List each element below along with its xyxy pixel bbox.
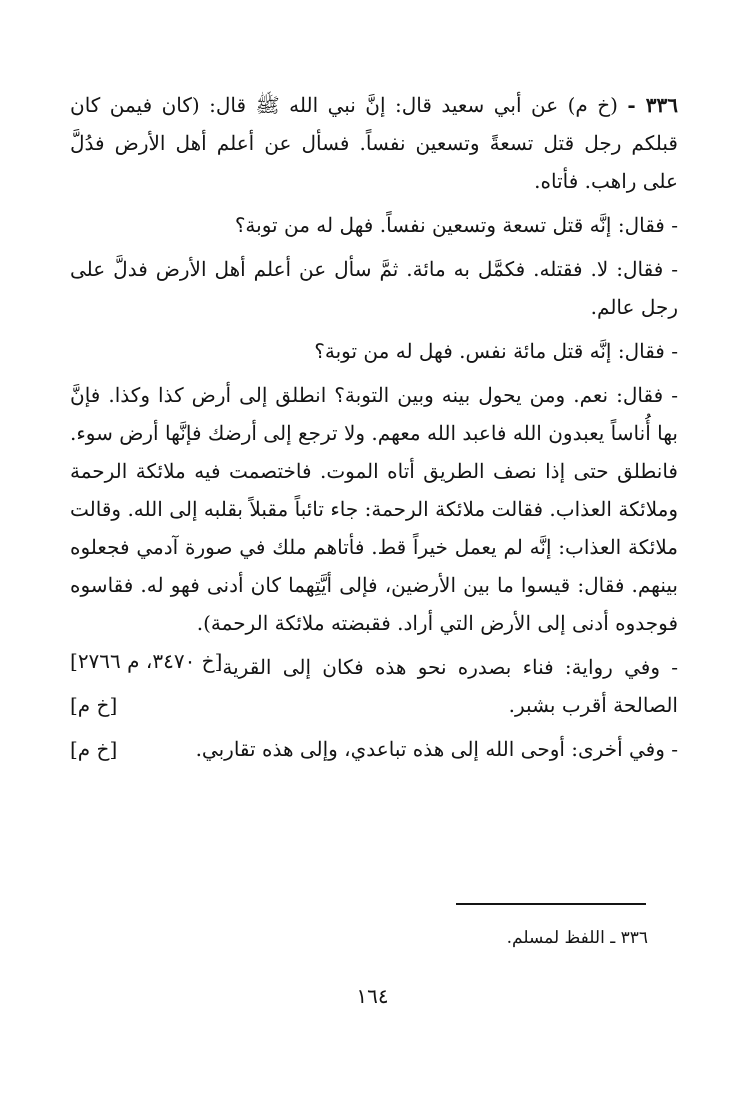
variant-1-text: - وفي رواية: فناء بصدره نحو هذه فكان إلى القرية الصالحة أقرب بشبر. (222, 655, 678, 717)
dialogue-3: - فقال: إنَّه قتل مائة نفس. فهل له من توبة؟ (314, 339, 678, 363)
dialogue-4-text: - فقال: نعم. ومن يحول بينه وبين التوبة؟ انطلق إلى أرض كذا وكذا. فإنَّ بها أُناساً يعبدون الله فاعبد الله معهم. ولا ترجع إلى أرضك فإنَّها أرض سوء. فانطلق حتى إذا نصف الطريق أتاه الموت. فاختصمت فيه ملائكة الرحمة وملائكة العذاب. فقالت ملائكة الرحمة: جاء تائباً مقبلاً بقلبه إلى الله. وقالت ملائكة العذاب: إنَّه لم يعمل خيراً قط. فأتاهم ملك في صورة آدمي فجعلوه بينهم. فقال: قيسوا ما بين الأرضين، فإلى أيَّتِهما كان أدنى فهو له. فقاسوه فوجدوه أدنى إلى الأرض التي أراد. فقبضته ملائكة الرحمة). (70, 383, 678, 635)
footnote: ٣٣٦ ـ اللفظ لمسلم. (506, 928, 648, 948)
page-number: ١٦٤ (356, 984, 389, 1008)
narration-variant-2 (70, 730, 678, 768)
hadith-body (70, 86, 678, 774)
source-reference: [خ م] (70, 693, 118, 717)
source-reference: [خ م] (70, 737, 118, 761)
hadith-number: ٣٣٦ - (627, 93, 678, 117)
hadith-intro (70, 86, 678, 200)
variant-2-text: - وفي أخرى: أوحى الله إلى هذه تباعدي، وإلى هذه تقاربي. (195, 737, 678, 761)
hadith-intro-text: (خ م) عن أبي سعيد قال: إنَّ نبي الله ﷺ قال: (كان فيمن كان قبلكم رجل قتل تسعةً وتسعين نفساً. فسأل عن أعلم أهل الأرض فدُلَّ على راهب. فأتاه. (70, 93, 678, 193)
source-reference: [خ ٣٤٧٠، م ٢٧٦٦] (70, 649, 223, 673)
footnote-divider (456, 903, 646, 905)
dialogue-4 (70, 376, 678, 673)
dialogue-2: - فقال: لا. فقتله. فكمَّل به مائة. ثمَّ سأل عن أعلم أهل الأرض فدلَّ على رجل عالم. (70, 257, 678, 319)
dialogue-1: - فقال: إنَّه قتل تسعة وتسعين نفساً. فهل له من توبة؟ (234, 213, 678, 237)
